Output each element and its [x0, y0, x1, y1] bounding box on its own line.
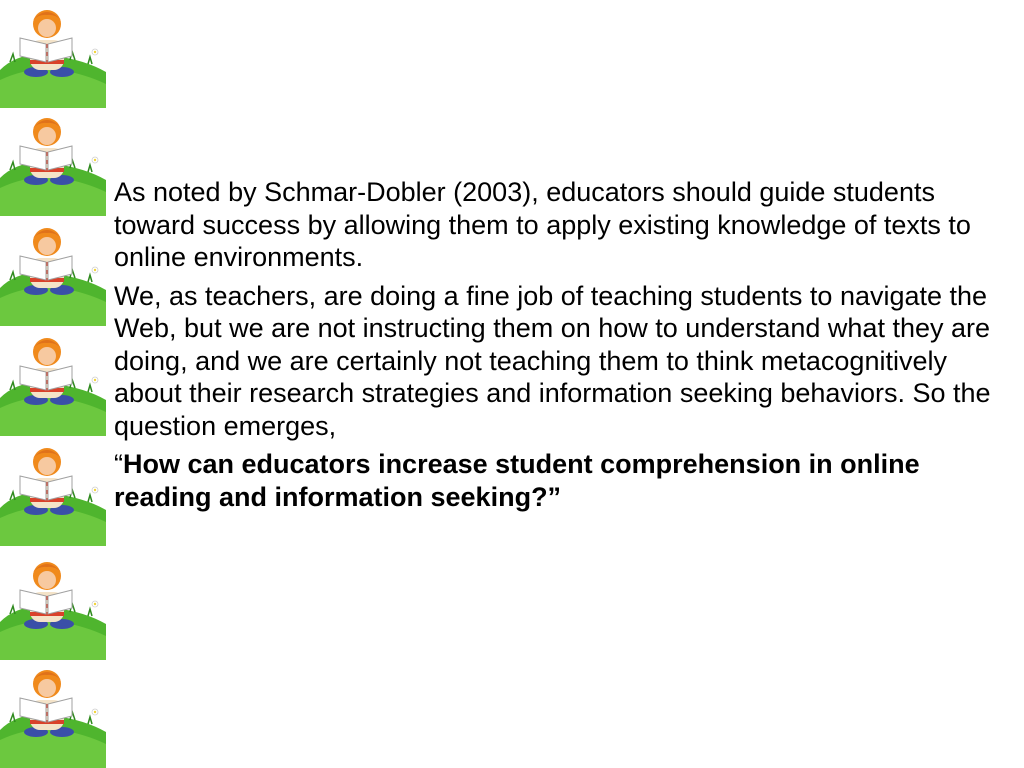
paragraph-2: We, as teachers, are doing a fine job of teaching students to navigate the Web, but we are not instructing them on how to understand what they are doing, and we are certainly not teaching them to think metacognitively about their research strategies and information seeking behaviors. So the question emerges, [114, 280, 991, 441]
open-quote-mark: “ [114, 449, 123, 479]
body-text-frame [114, 176, 1014, 519]
decorative-border-strip [0, 0, 106, 768]
paragraph-question [114, 448, 1014, 513]
research-question: How can educators increase student comprehension in online reading and information seeking?” [114, 449, 920, 512]
paragraph-1: As noted by Schmar-Dobler (2003), educators should guide students toward success by allowing them to apply existing knowledge of texts to online environments. [114, 177, 971, 272]
